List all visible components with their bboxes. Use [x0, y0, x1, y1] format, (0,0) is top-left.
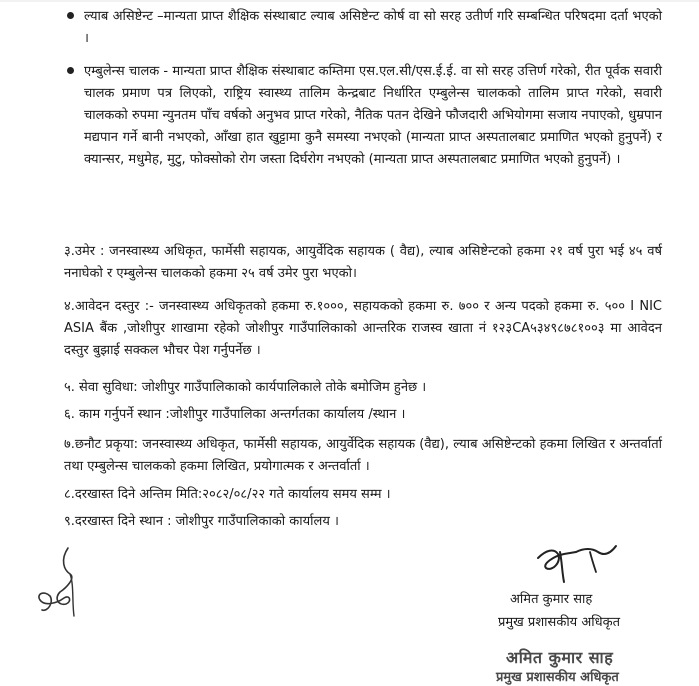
section-facility: ५. सेवा सुविधा: जोशीपुर गाउँपालिकाको कार्यपालिकाले तोके बमोजिम हुनेछ ।	[64, 380, 427, 395]
officer-signature	[532, 538, 622, 586]
signatory-name: अमित कुमार साह	[510, 592, 593, 607]
top-edge	[0, 0, 699, 2]
bullet-ambulance-driver	[84, 61, 662, 171]
section-selection: ७.छनौट प्रकृया: जनस्वास्थ्य अधिकृत, फार्मेसी सहायक, आयुर्वेदिक सहायक (वैद्य), ल्याब असिष्टेन्टको हकमा लिखित र अन्तर्वार्ता तथा एम्बुलेन्स चालकको हकमा लिखित, प्रयोगात्मक र अन्तर्वार्ता ।	[64, 437, 662, 474]
margin-initials-signature	[30, 540, 88, 630]
section-deadline: ८.दरखास्त दिने अन्तिम मिति:२०८२/०८/२२ गते कार्यालय समय सम्म ।	[64, 487, 391, 502]
stamp-name: अमित कुमार साह	[506, 648, 614, 667]
bullet-dot	[67, 12, 74, 19]
signatory-title: प्रमुख प्रशासकीय अधिकृत	[498, 615, 621, 630]
section-place: ९.दरखास्त दिने स्थान : जोशीपुर गाउँपालिकाको कार्यालय ।	[64, 514, 339, 529]
section-age: ३.उमेर : जनस्वास्थ्य अधिकृत, फार्मेसी सहायक, आयुर्वेदिक सहायक ( वैद्य), ल्याब असिष्टेन्टको हकमा २१ वर्ष पुरा भई ४५ वर्ष ननाघेको र एम्बुलेन्स चालकको हकमा २५ वर्ष उमेर पुरा भएको।	[64, 244, 662, 281]
bullet-text: एम्बुलेन्स चालक - मान्यता प्राप्त शैक्षिक संस्थाबाट कम्तिमा एस.एल.सी/एस.ई.ई. वा सो सरह उत्तिर्ण गरेको, रीत पूर्वक सवारी चालक प्रमाण पत्र लिएको, राष्ट्रिय स्वास्थ्य तालिम केन्द्रबाट निर्धारित एम्बुलेन्स चालकको तालिम प्राप्त गरेको, सवारी चालकको रुपमा न्युनतम पाँच वर्षको अनुभव प्राप्त गरेको, नैतिक पतन देखिने फौजदारी अभियोगमा सजाय नपाएको, धुम्रपान मद्यपान गर्ने बानी नभएको, आँखा हात खुट्टामा कुनै समस्या नभएको (मान्यता प्राप्त अस्पतालबाट प्रमाणित भएको हुनुपर्ने) र क्यान्सर, मधुमेह, मुटु, फोक्सोको रोग जस्ता दिर्घरोग नभएको (मान्यता प्राप्त अस्पतालबाट प्रमाणित भएको हुनुपर्ने) ।	[84, 64, 662, 167]
bullet-lab-assistant	[84, 6, 662, 50]
stamp-title: प्रमुख प्रशासकीय अधिकृत	[496, 670, 619, 685]
bullet-text: ल्याब असिष्टेन्ट –मान्यता प्राप्त शैक्षिक संस्थाबाट ल्याब असिष्टेन्ट कोर्ष वा सो सरह उतीर्ण गरि सम्बन्धित परिषदमा दर्ता भएको ।	[84, 9, 662, 46]
section-workplace: ६. काम गर्नुपर्ने स्थान :जोशीपुर गाउँपालिका अन्तर्गतका कार्यालय /स्थान ।	[64, 407, 406, 422]
section-fee: ४.आवेदन दस्तुर :- जनस्वास्थ्य अधिकृतको हकमा रु.१०००, सहायकको हकमा रु. ७०० र अन्य पदको हकमा रु. ५०० I NIC ASIA बैंक ,जोशीपुर शाखामा रहेको जोशीपुर गाउँपालिकाको आन्तरिक राजस्व खाता नं १२३CA५३४९८७८१००३ मा आवेदन दस्तुर बुझाई सक्कल भौचर पेश गर्नुपर्नेछ ।	[64, 299, 662, 358]
bullet-dot	[67, 67, 74, 74]
